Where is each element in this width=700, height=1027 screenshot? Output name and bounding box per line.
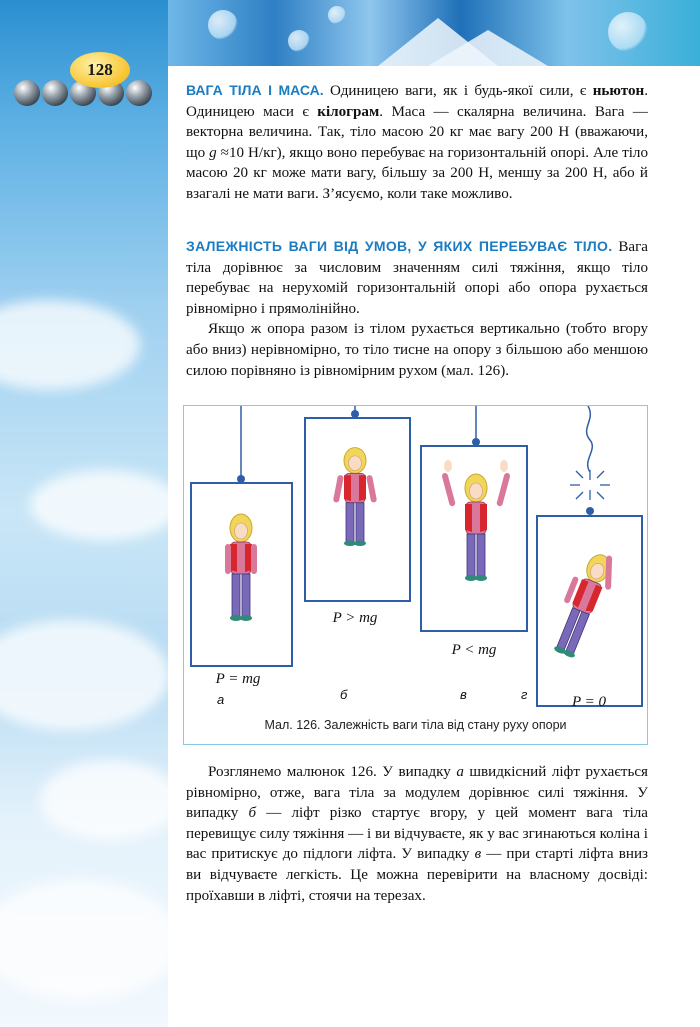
section-figure-discussion: Розглянемо малюнок 126. У випадку а швидкісний ліфт рухається рівномірно, отже, вага тіла за модулем дорівнює силі тяжіння. У випадку б — ліфт різко стартує вгору, у цей момент вага тіла перевищує силу тяжіння — і ви відчуваєте, як у вас згинаються коліна і вас притискує до підлоги ліфта. У випадку в — при старті ліфта вниз ви відчуваєте легкість. Це можна перевірити на власному досвіді: проїхавши в ліфті, стоячи на терезах. bbox=[186, 764, 649, 904]
formula-d: P = 0 bbox=[571, 694, 607, 710]
case-c: в bbox=[474, 846, 482, 863]
panel-letter-d: г bbox=[521, 687, 528, 702]
top-banner bbox=[168, 0, 700, 66]
figure-illustration bbox=[184, 406, 647, 744]
panel-letter-b: б bbox=[340, 687, 348, 702]
sky-background bbox=[0, 0, 168, 1027]
figure-126 bbox=[183, 405, 648, 745]
term-newton: ньютон bbox=[592, 83, 645, 99]
panel-letter-a: а bbox=[217, 692, 225, 707]
section-weight-and-mass: ВАГА ТІЛА І МАСА. Одиницею ваги, як і будь-якої сили, є ньютон. Одиницею маси є кілограм. Маса — скалярна величина. Вага — векторна величина. Так, тіло масою 20 кг має вагу 200 Н (вважаючи, що g ≈10 Н/кг), якщо воно перебуває на горизонтальній опорі. Але тіло масою 20 кг може мати вагу, більшу за 200 Н, меншу за 200 Н, або й взагалі не мати ваги. З’ясуємо, коли таке можливо. bbox=[186, 82, 648, 202]
term-kilogram: кілограм bbox=[317, 103, 380, 120]
formula-b: P > mg bbox=[332, 610, 378, 626]
paragraph: Якщо ж опора разом із тілом рухається вертикально (тобто вгору або вниз) нерівномірно, то тіло тисне на опору з більшою або меншою силою порівняно із рівномірним рухом (мал. 126). bbox=[186, 321, 648, 379]
figure-caption: Мал. 126. Залежність ваги тіла від стану руху опори bbox=[264, 718, 567, 732]
case-b: б bbox=[248, 805, 257, 822]
section-heading: ВАГА ТІЛА І МАСА. bbox=[186, 82, 324, 98]
panel-letter-c: в bbox=[460, 687, 467, 702]
formula-a: P = mg bbox=[215, 671, 261, 687]
case-a: а bbox=[456, 764, 464, 780]
section-heading: ЗАЛЕЖНІСТЬ ВАГИ ВІД УМОВ, У ЯКИХ ПЕРЕБУВАЄ ТІЛО. bbox=[186, 238, 613, 254]
page-number: 128 bbox=[70, 52, 130, 88]
symbol-g: g bbox=[209, 144, 217, 161]
snap-burst bbox=[570, 470, 610, 500]
formula-c: P < mg bbox=[451, 642, 497, 658]
section-weight-dependence: ЗАЛЕЖНІСТЬ ВАГИ ВІД УМОВ, У ЯКИХ ПЕРЕБУВАЄ ТІЛО. Вага тіла дорівнює за числовим значенням силі тяжіння, якщо тіло перебуває на нерухомій горизонтальній опорі або опора рухається рівномірно і прямолінійно. Якщо ж опора разом із тілом рухається вертикально (тобто вгору або вниз) нерівномірно, то тіло тисне на опору з більшою або меншою силою порівняно із рівномірним рухом (мал. 126). bbox=[186, 236, 648, 381]
